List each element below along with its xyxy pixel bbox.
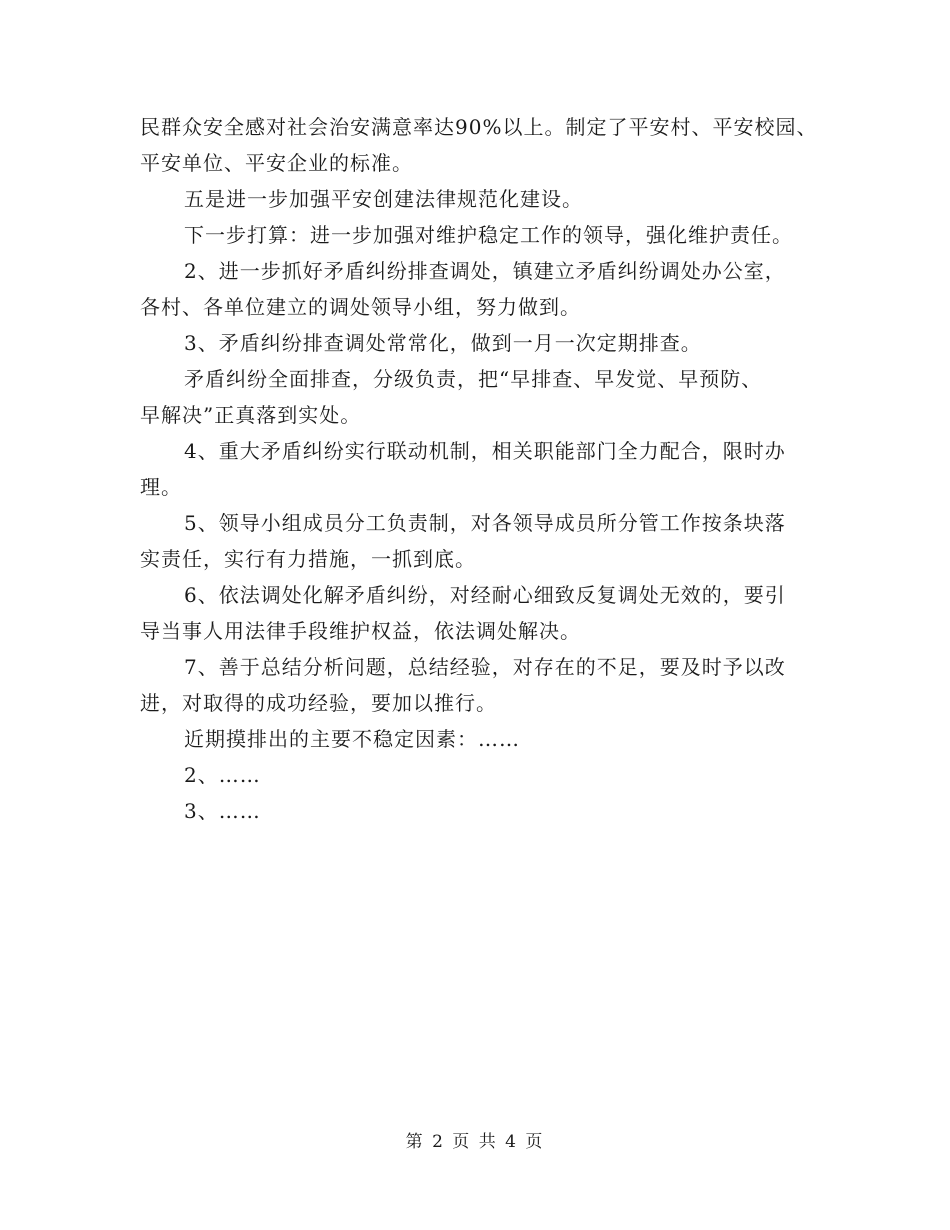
text-line: 实责任，实行有力措施，一抓到底。 (140, 547, 476, 571)
page-number-footer: 第 2 页 共 4 页 (405, 1132, 545, 1152)
text-line: 进，对取得的成功经验，要加以推行。 (140, 691, 497, 715)
text-line: 3、…… (184, 799, 261, 823)
text-line: 民群众安全感对社会治安满意率达90%以上。制定了平安村、平安校园、 (140, 115, 818, 139)
text-line: 五是进一步加强平安创建法律规范化建设。 (184, 187, 583, 211)
text-line: 5、领导小组成员分工负责制，对各领导成员所分管工作按条块落 (184, 511, 786, 535)
body-text (140, 109, 820, 829)
text-line: 各村、各单位建立的调处领导小组，努力做到。 (140, 295, 581, 319)
text-line: 2、进一步抓好矛盾纠纷排查调处，镇建立矛盾纠纷调处办公室， (184, 259, 786, 283)
text-line: 导当事人用法律手段维护权益，依法调处解决。 (140, 619, 581, 643)
text-line: 7、善于总结分析问题，总结经验，对存在的不足，要及时予以改 (184, 655, 786, 679)
text-line: 3、矛盾纠纷排查调处常常化，做到一月一次定期排查。 (184, 331, 702, 355)
text-line: 近期摸排出的主要不稳定因素：…… (184, 727, 520, 751)
text-line: 下一步打算：进一步加强对维护稳定工作的领导，强化维护责任。 (184, 223, 793, 247)
text-line: 2、…… (184, 763, 261, 787)
text-line: 4、重大矛盾纠纷实行联动机制，相关职能部门全力配合，限时办 (184, 439, 786, 463)
text-line: 矛盾纠纷全面排查，分级负责，把“早排查、早发觉、早预防、 (184, 367, 763, 391)
text-line: 理。 (140, 475, 182, 499)
text-line: 早解决”正真落到实处。 (140, 403, 362, 427)
text-line: 6、依法调处化解矛盾纠纷，对经耐心细致反复调处无效的，要引 (184, 583, 786, 607)
document-body (140, 109, 820, 829)
text-line: 平安单位、平安企业的标准。 (140, 151, 413, 175)
